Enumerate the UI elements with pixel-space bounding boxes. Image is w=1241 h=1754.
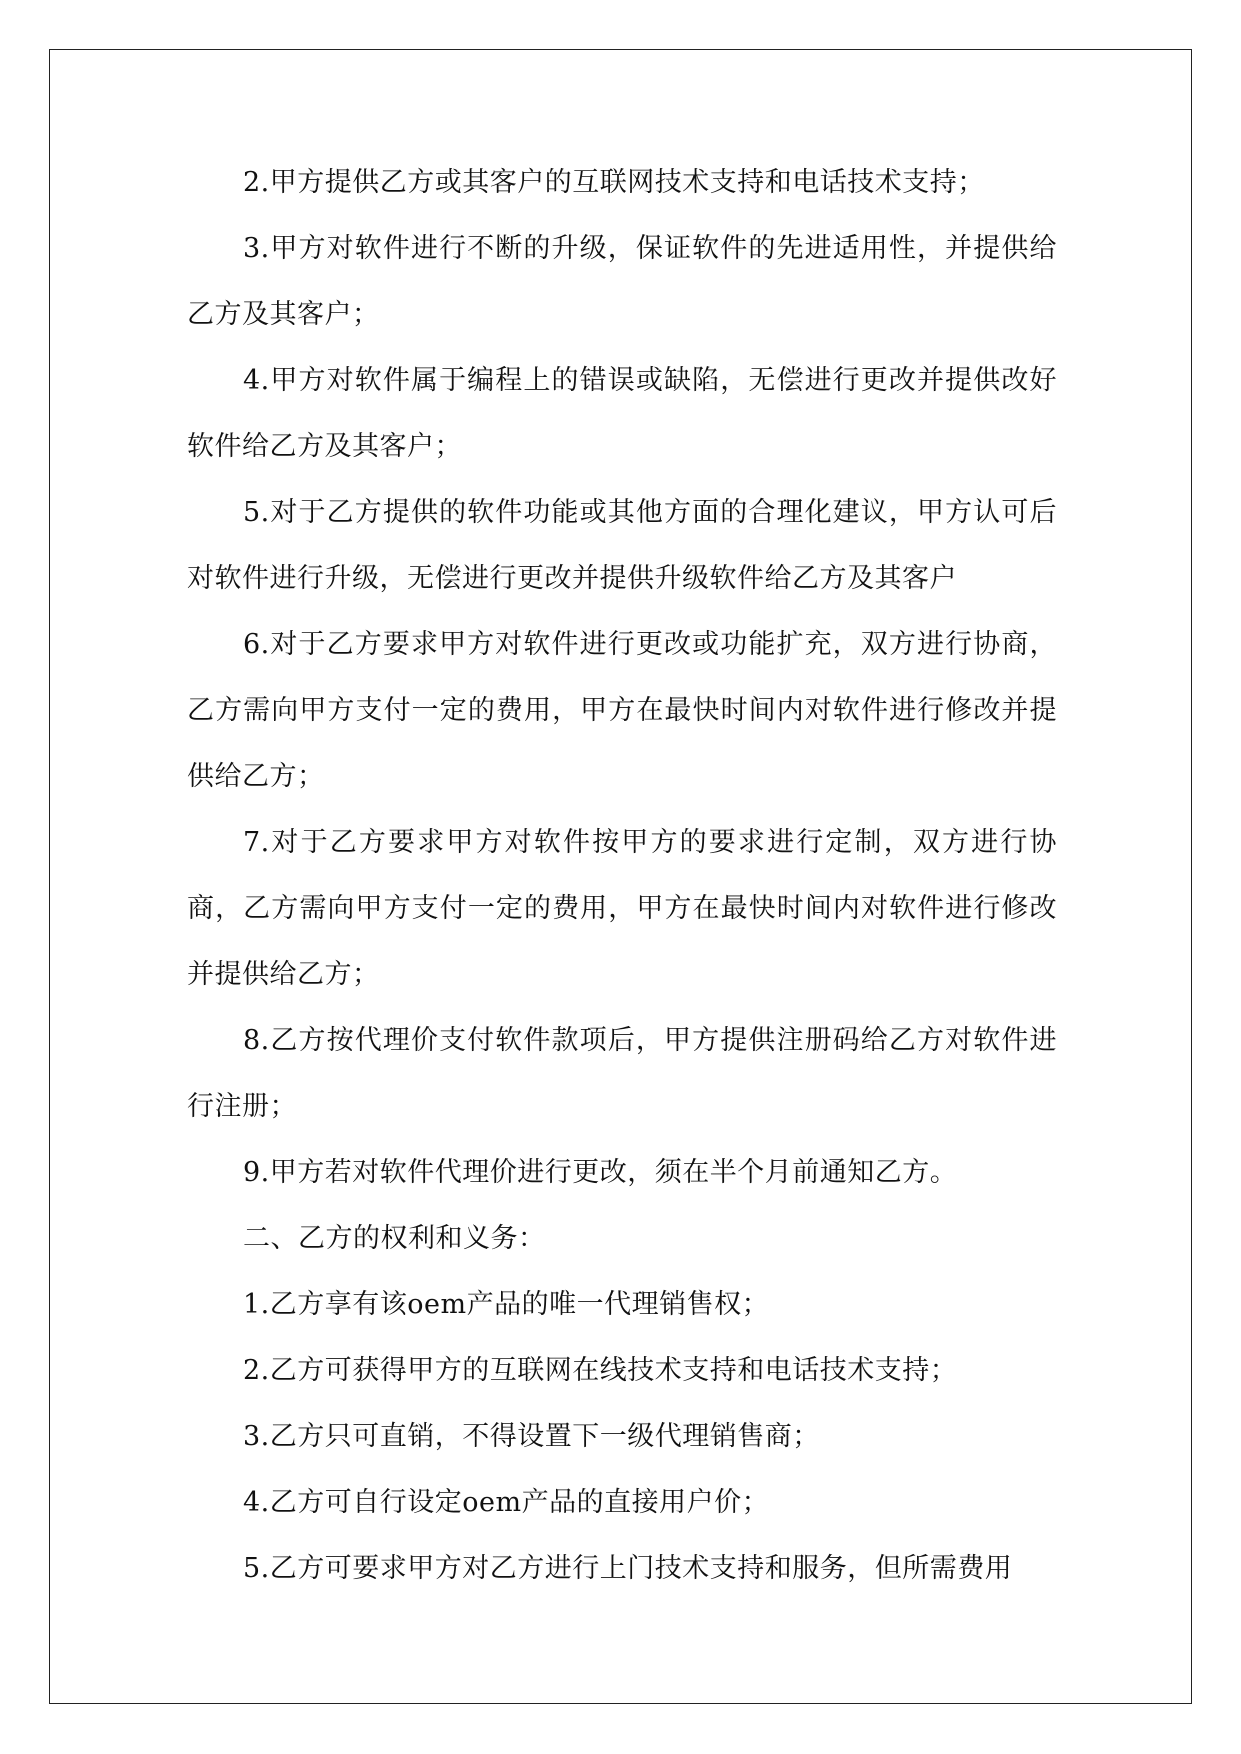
paragraph-1: 2.甲方提供乙方或其客户的互联网技术支持和电话技术支持； [243, 167, 985, 198]
paragraph-13: 5.乙方可要求甲方对乙方进行上门技术支持和服务，但所需费用 [243, 1553, 1013, 1584]
paragraph-10: 2.乙方可获得甲方的互联网在线技术支持和电话技术支持； [243, 1355, 958, 1386]
document-body [187, 150, 1057, 1602]
paragraph-2: 3.甲方对软件进行不断的升级，保证软件的先进适用性，并提供给乙方及其客户； [187, 233, 1057, 330]
paragraph-12: 4.乙方可自行设定oem产品的直接用户价； [243, 1487, 770, 1518]
paragraph-9: 1.乙方享有该oem产品的唯一代理销售权； [243, 1289, 770, 1320]
paragraph-7: 8.乙方按代理价支付软件款项后，甲方提供注册码给乙方对软件进行注册； [187, 1025, 1057, 1122]
paragraph-3: 4.甲方对软件属于编程上的错误或缺陷，无偿进行更改并提供改好软件给乙方及其客户； [187, 365, 1057, 462]
paragraph-6: 7.对于乙方要求甲方对软件按甲方的要求进行定制，双方进行协商，乙方需向甲方支付一定的费用，甲方在最快时间内对软件进行修改并提供给乙方； [187, 827, 1057, 990]
section-heading: 二、乙方的权利和义务： [243, 1223, 546, 1254]
paragraph-8: 9.甲方若对软件代理价进行更改，须在半个月前通知乙方。 [243, 1157, 958, 1188]
paragraph-5: 6.对于乙方要求甲方对软件进行更改或功能扩充，双方进行协商，乙方需向甲方支付一定的费用，甲方在最快时间内对软件进行修改并提供给乙方； [187, 629, 1057, 792]
paragraph-4: 5.对于乙方提供的软件功能或其他方面的合理化建议，甲方认可后对软件进行升级，无偿进行更改并提供升级软件给乙方及其客户 [187, 497, 1057, 594]
paragraph-11: 3.乙方只可直销，不得设置下一级代理销售商； [243, 1421, 820, 1452]
